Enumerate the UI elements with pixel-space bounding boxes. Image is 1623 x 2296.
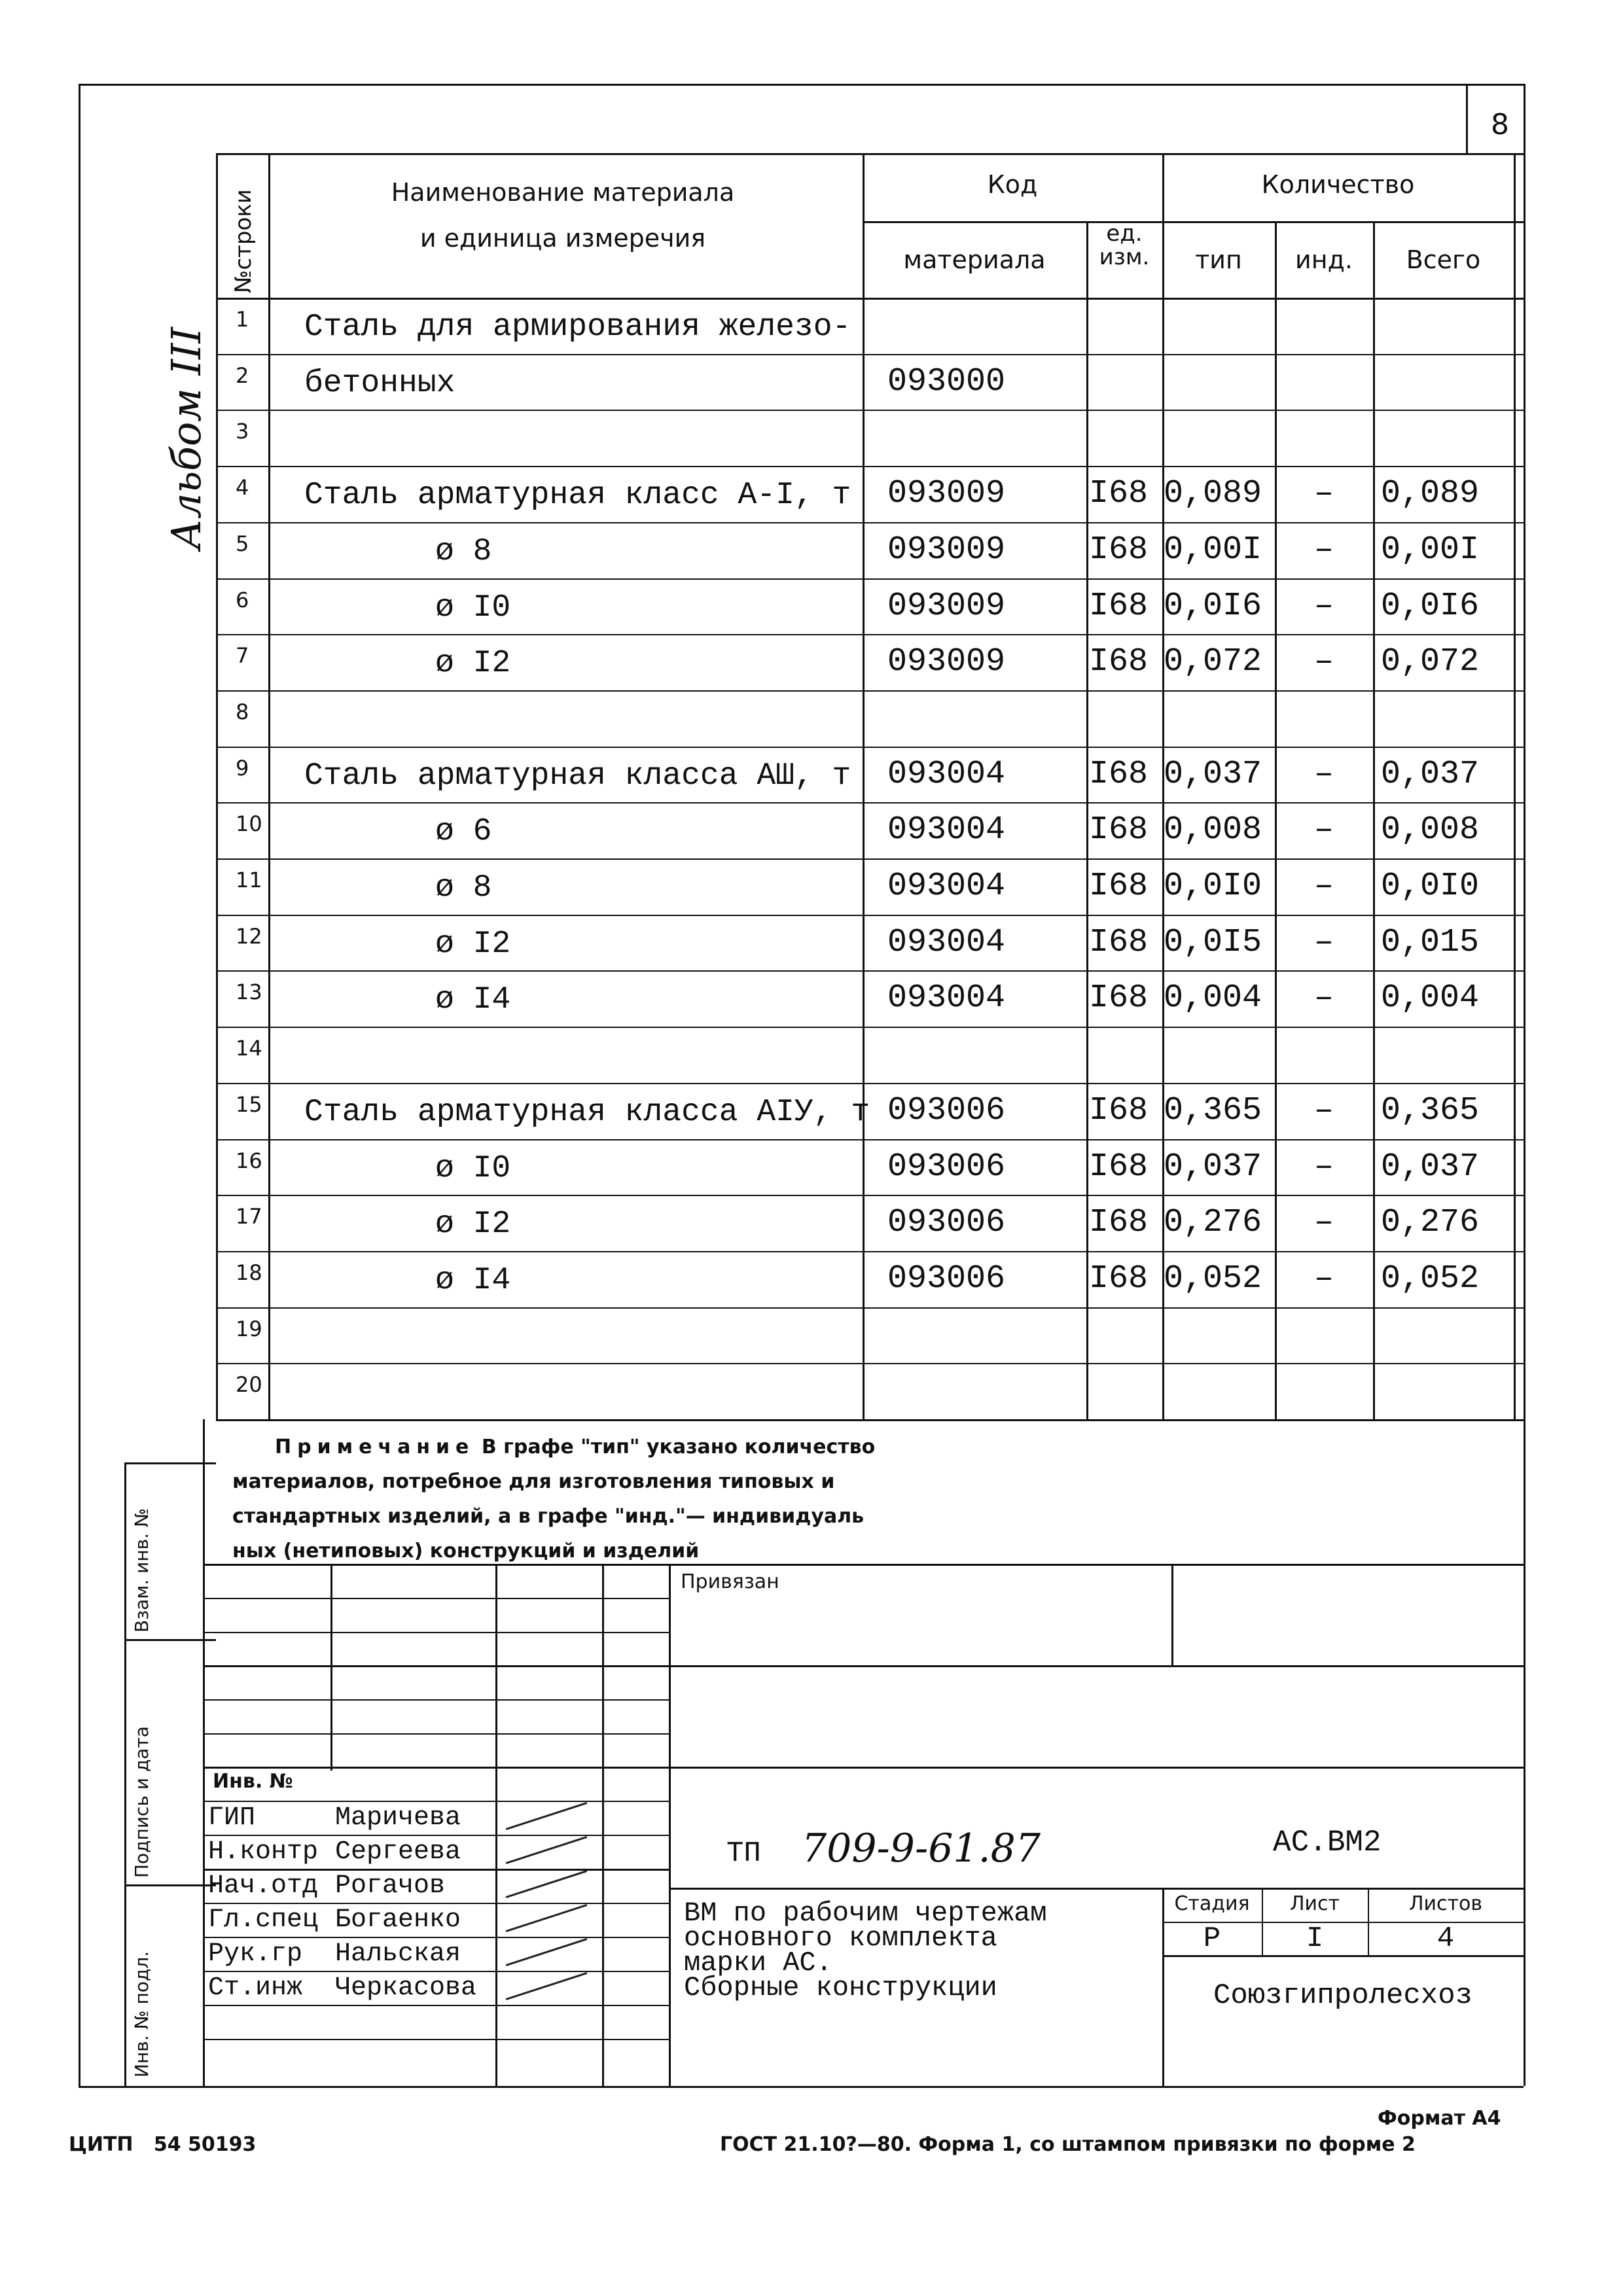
cell-total: 0,008 xyxy=(1381,811,1480,849)
tb-h16 xyxy=(203,2005,669,2006)
row-line xyxy=(216,970,1524,972)
cell-ind: – xyxy=(1313,531,1334,569)
desc-line3: марки АС. xyxy=(684,1947,832,1979)
row-line xyxy=(216,915,1524,916)
desc-line2: основного комплекта xyxy=(684,1922,997,1954)
material-name: ø I0 xyxy=(435,590,511,626)
cell-unit: I68 xyxy=(1089,924,1149,961)
note-line3: стандартных изделий, а в графе "инд."— индивидуаль xyxy=(232,1505,865,1528)
cell-type: 0,037 xyxy=(1164,756,1262,793)
row-line xyxy=(216,1251,1524,1252)
frame-bottom xyxy=(79,2086,1524,2088)
row-line xyxy=(216,522,1524,523)
cell-total: 0,365 xyxy=(1381,1092,1480,1129)
row-number: 6 xyxy=(236,588,249,612)
cell-ind: – xyxy=(1313,868,1334,905)
cell-code: 093000 xyxy=(887,363,1006,400)
cell-type: 0,0I6 xyxy=(1164,588,1262,625)
cell-unit: I68 xyxy=(1089,1204,1149,1241)
vline-h xyxy=(1514,153,1516,1419)
side-strip-top xyxy=(124,1462,216,1464)
vline-d xyxy=(1086,221,1088,1419)
cell-ind: – xyxy=(1313,1260,1334,1298)
role-title: Ст.инж xyxy=(208,1973,303,2003)
row-line xyxy=(216,634,1524,635)
vline-c xyxy=(863,153,865,1419)
sheet-label: Лист xyxy=(1289,1892,1340,1915)
tb-h15 xyxy=(203,1971,669,1972)
cell-type: 0,0I0 xyxy=(1164,868,1262,905)
cell-code: 093004 xyxy=(887,868,1006,905)
footer-left: ЦИТП 54 50193 xyxy=(69,2133,257,2156)
code-header: Код xyxy=(987,170,1038,199)
stage-value: Р xyxy=(1203,1922,1221,1955)
cell-total: 0,00I xyxy=(1381,531,1480,569)
row-number-header: №строки xyxy=(230,189,257,293)
cell-code: 093004 xyxy=(887,980,1006,1017)
cell-ind: – xyxy=(1313,1148,1334,1186)
table-bottom-line xyxy=(216,1419,1524,1421)
vline-g xyxy=(1373,221,1375,1419)
tb-h9 xyxy=(203,1869,669,1871)
row-number: 5 xyxy=(236,531,249,556)
cell-type: 0,276 xyxy=(1164,1204,1262,1241)
unit-header: ед. изм. xyxy=(1099,221,1150,270)
cell-unit: I68 xyxy=(1089,1260,1149,1298)
header-bottom-line xyxy=(216,298,1524,300)
note-line2: материалов, потребное для изготовления типовых и xyxy=(232,1470,835,1493)
row-line xyxy=(216,858,1524,860)
cell-total: 0,0I6 xyxy=(1381,588,1480,625)
role-name: Нальская xyxy=(335,1939,461,1969)
cell-type: 0,052 xyxy=(1164,1260,1262,1298)
row-number: 17 xyxy=(236,1204,262,1229)
frame-left xyxy=(79,84,80,2086)
cell-total: 0,037 xyxy=(1381,756,1480,793)
material-name: ø I2 xyxy=(435,927,511,962)
material-name: Сталь для армирования железо- xyxy=(304,309,851,345)
row-number: 9 xyxy=(236,756,249,781)
cell-ind: – xyxy=(1313,924,1334,961)
note-block xyxy=(232,1430,1476,1568)
table-top-line xyxy=(216,153,1524,155)
inv-label: Инв. № подл. xyxy=(131,1951,152,2077)
cell-unit: I68 xyxy=(1089,588,1149,625)
cell-ind: – xyxy=(1313,588,1334,625)
tb-top xyxy=(203,1564,1524,1566)
row-number: 16 xyxy=(236,1148,262,1173)
cell-ind: – xyxy=(1313,811,1334,849)
cell-code: 093004 xyxy=(887,924,1006,961)
name-header-line1: Наименование материала xyxy=(391,178,735,207)
material-name: ø I2 xyxy=(435,646,511,681)
tb-h1 xyxy=(203,1598,669,1599)
tb-h12 xyxy=(203,1937,669,1938)
sheets-label: Листов xyxy=(1408,1892,1483,1915)
cell-unit: I68 xyxy=(1089,868,1149,905)
row-line xyxy=(216,354,1524,355)
cell-total: 0,052 xyxy=(1381,1260,1480,1298)
row-line xyxy=(216,1195,1524,1196)
signature xyxy=(506,1938,588,1966)
cell-unit: I68 xyxy=(1089,811,1149,849)
row-line xyxy=(216,1139,1524,1140)
cell-type: 0,00I xyxy=(1164,531,1262,569)
row-number: 4 xyxy=(236,475,249,500)
cell-total: 0,037 xyxy=(1381,1148,1480,1186)
organization: Союзгипролесхоз xyxy=(1213,1979,1473,2012)
material-name: Сталь арматурная класс А-I, т xyxy=(304,478,851,513)
cell-total: 0,089 xyxy=(1381,475,1480,512)
cell-code: 093006 xyxy=(887,1260,1006,1298)
role-title: ГИП xyxy=(208,1803,256,1833)
row-number: 1 xyxy=(236,307,249,332)
cell-code: 093004 xyxy=(887,756,1006,793)
signature xyxy=(506,1836,588,1864)
tb-v3 xyxy=(602,1564,604,2086)
tb-h17 xyxy=(203,2039,669,2040)
row-number: 11 xyxy=(236,868,262,892)
cell-unit: I68 xyxy=(1089,980,1149,1017)
tb-h4 xyxy=(203,1699,669,1701)
row-line xyxy=(216,410,1524,411)
sheet-value: I xyxy=(1306,1922,1324,1955)
row-number: 14 xyxy=(236,1036,262,1061)
cell-unit: I68 xyxy=(1089,1092,1149,1129)
row-number: 20 xyxy=(236,1372,262,1397)
cell-code: 093006 xyxy=(887,1092,1006,1129)
format-label: Формат А4 xyxy=(1378,2107,1501,2130)
role-title: Н.контр xyxy=(208,1837,319,1867)
cell-type: 0,0I5 xyxy=(1164,924,1262,961)
signature xyxy=(506,1972,588,2000)
cell-code: 093004 xyxy=(887,811,1006,849)
material-name: ø I4 xyxy=(435,1263,511,1298)
row-number: 3 xyxy=(236,419,249,444)
cell-code: 093009 xyxy=(887,588,1006,625)
material-name: ø I0 xyxy=(435,1151,511,1186)
signature xyxy=(506,1870,588,1898)
row-line xyxy=(216,466,1524,467)
side-strip-div2 xyxy=(124,1884,216,1886)
material-name: ø 8 xyxy=(435,534,492,569)
row-line xyxy=(216,1307,1524,1309)
quantity-header: Количество xyxy=(1261,170,1415,199)
vline-b xyxy=(268,153,270,1419)
doc-description xyxy=(684,1898,1047,2004)
cell-type: 0,037 xyxy=(1164,1148,1262,1186)
page-number: 8 xyxy=(1491,108,1509,141)
cell-code: 093006 xyxy=(887,1148,1006,1186)
role-title: Гл.спец xyxy=(208,1905,319,1935)
note-line1: В графе "тип" указано количество xyxy=(481,1436,876,1458)
podpis-label: Подпись и дата xyxy=(131,1726,152,1878)
row-number: 19 xyxy=(236,1316,262,1341)
cell-unit: I68 xyxy=(1089,531,1149,569)
role-title: Нач.отд xyxy=(208,1871,319,1901)
tb-h10 xyxy=(669,1888,1524,1890)
tb-h5 xyxy=(203,1733,669,1735)
cell-unit: I68 xyxy=(1089,475,1149,512)
tb-v1 xyxy=(330,1564,332,1771)
material-name: ø 6 xyxy=(435,814,492,849)
side-strip-div1 xyxy=(124,1639,216,1641)
material-name: Сталь арматурная класса АШ, т xyxy=(304,758,851,794)
material-name: Сталь арматурная класса АIУ, т xyxy=(304,1095,870,1130)
frame-top xyxy=(79,84,1524,86)
role-name: Богаенко xyxy=(335,1905,461,1935)
cell-type: 0,072 xyxy=(1164,643,1262,680)
material-name: ø I2 xyxy=(435,1207,511,1242)
role-name: Сергеева xyxy=(335,1837,461,1867)
footer-right: ГОСТ 21.10?—80. Форма 1, со штампом привязки по форме 2 xyxy=(720,2133,1416,2156)
signature xyxy=(506,1802,588,1830)
cell-code: 093006 xyxy=(887,1204,1006,1241)
row-line xyxy=(216,690,1524,692)
tb-h11 xyxy=(203,1903,669,1904)
desc-line1: ВМ по рабочим чертежам xyxy=(684,1898,1047,1929)
row-number: 8 xyxy=(236,699,249,724)
row-line xyxy=(216,578,1524,580)
signature xyxy=(506,1904,588,1932)
album-label: Альбом III xyxy=(162,327,210,550)
note-line4: ных (нетиповых) конструкций и изделий xyxy=(232,1540,700,1563)
cell-type: 0,004 xyxy=(1164,980,1262,1017)
tp-prefix: ТП xyxy=(726,1837,761,1870)
note-label: Примечание xyxy=(275,1436,475,1458)
type-header: тип xyxy=(1195,245,1242,274)
role-name: Рогачов xyxy=(335,1871,446,1901)
row-number: 13 xyxy=(236,980,262,1004)
row-number: 12 xyxy=(236,924,262,949)
cell-unit: I68 xyxy=(1089,756,1149,793)
cell-ind: – xyxy=(1313,643,1334,680)
cell-type: 0,365 xyxy=(1164,1092,1262,1129)
tb-h2 xyxy=(203,1632,669,1633)
tb-h7 xyxy=(203,1801,669,1802)
tb-h6 xyxy=(203,1767,1524,1769)
cell-ind: – xyxy=(1313,475,1334,512)
row-number: 10 xyxy=(236,811,262,836)
frame-right xyxy=(1524,84,1525,2086)
cell-total: 0,0I0 xyxy=(1381,868,1480,905)
page-number-box xyxy=(1466,84,1468,153)
inv-no-label: Инв. № xyxy=(213,1770,293,1793)
cell-ind: – xyxy=(1313,1092,1334,1129)
tb-h8 xyxy=(203,1835,669,1836)
row-number: 18 xyxy=(236,1260,262,1285)
tb-h14 xyxy=(1162,1955,1524,1957)
cell-total: 0,004 xyxy=(1381,980,1480,1017)
cell-ind: – xyxy=(1313,1204,1334,1241)
row-line xyxy=(216,802,1524,804)
side-strip-line xyxy=(124,1462,126,2086)
cell-code: 093009 xyxy=(887,643,1006,680)
row-number: 15 xyxy=(236,1092,262,1117)
cell-total: 0,015 xyxy=(1381,924,1480,961)
ind-header: инд. xyxy=(1295,245,1353,274)
material-name: ø 8 xyxy=(435,870,492,906)
row-number: 7 xyxy=(236,643,249,668)
role-title: Рук.гр xyxy=(208,1939,303,1969)
privyazan-label: Привязан xyxy=(681,1570,779,1593)
cell-ind: – xyxy=(1313,980,1334,1017)
tp-number: 709-9-61.87 xyxy=(802,1826,1041,1871)
tb-v4 xyxy=(669,1564,671,2086)
total-header: Всего xyxy=(1406,245,1481,274)
side-strip-inner xyxy=(203,1419,205,2086)
material-name: ø I4 xyxy=(435,982,511,1017)
header-mid-line xyxy=(863,221,1524,223)
tb-h3 xyxy=(203,1665,1524,1667)
tb-v2 xyxy=(495,1564,497,2086)
cell-code: 093009 xyxy=(887,531,1006,569)
vzam-label: Взам. инв. № xyxy=(131,1508,152,1633)
material-name: бетонных xyxy=(304,366,455,401)
cell-code: 093009 xyxy=(887,475,1006,512)
row-number: 2 xyxy=(236,363,249,388)
tb-v5 xyxy=(1171,1564,1173,1665)
row-line xyxy=(216,1363,1524,1364)
cell-total: 0,276 xyxy=(1381,1204,1480,1241)
material-header: материала xyxy=(903,245,1046,274)
cell-ind: – xyxy=(1313,756,1334,793)
doc-code: АС.ВМ2 xyxy=(1273,1826,1382,1860)
name-header-line2: и единица измеречия xyxy=(419,224,706,253)
row-line xyxy=(216,747,1524,748)
row-line xyxy=(216,1083,1524,1084)
sheets-value: 4 xyxy=(1436,1922,1455,1955)
row-line xyxy=(216,1027,1524,1028)
cell-type: 0,008 xyxy=(1164,811,1262,849)
role-name: Маричева xyxy=(335,1803,461,1833)
stage-label: Стадия xyxy=(1174,1892,1250,1915)
cell-unit: I68 xyxy=(1089,643,1149,680)
desc-line4: Сборные конструкции xyxy=(684,1972,997,2004)
vline-a xyxy=(216,153,218,1419)
role-name: Черкасова xyxy=(335,1973,477,2003)
cell-unit: I68 xyxy=(1089,1148,1149,1186)
cell-total: 0,072 xyxy=(1381,643,1480,680)
cell-type: 0,089 xyxy=(1164,475,1262,512)
